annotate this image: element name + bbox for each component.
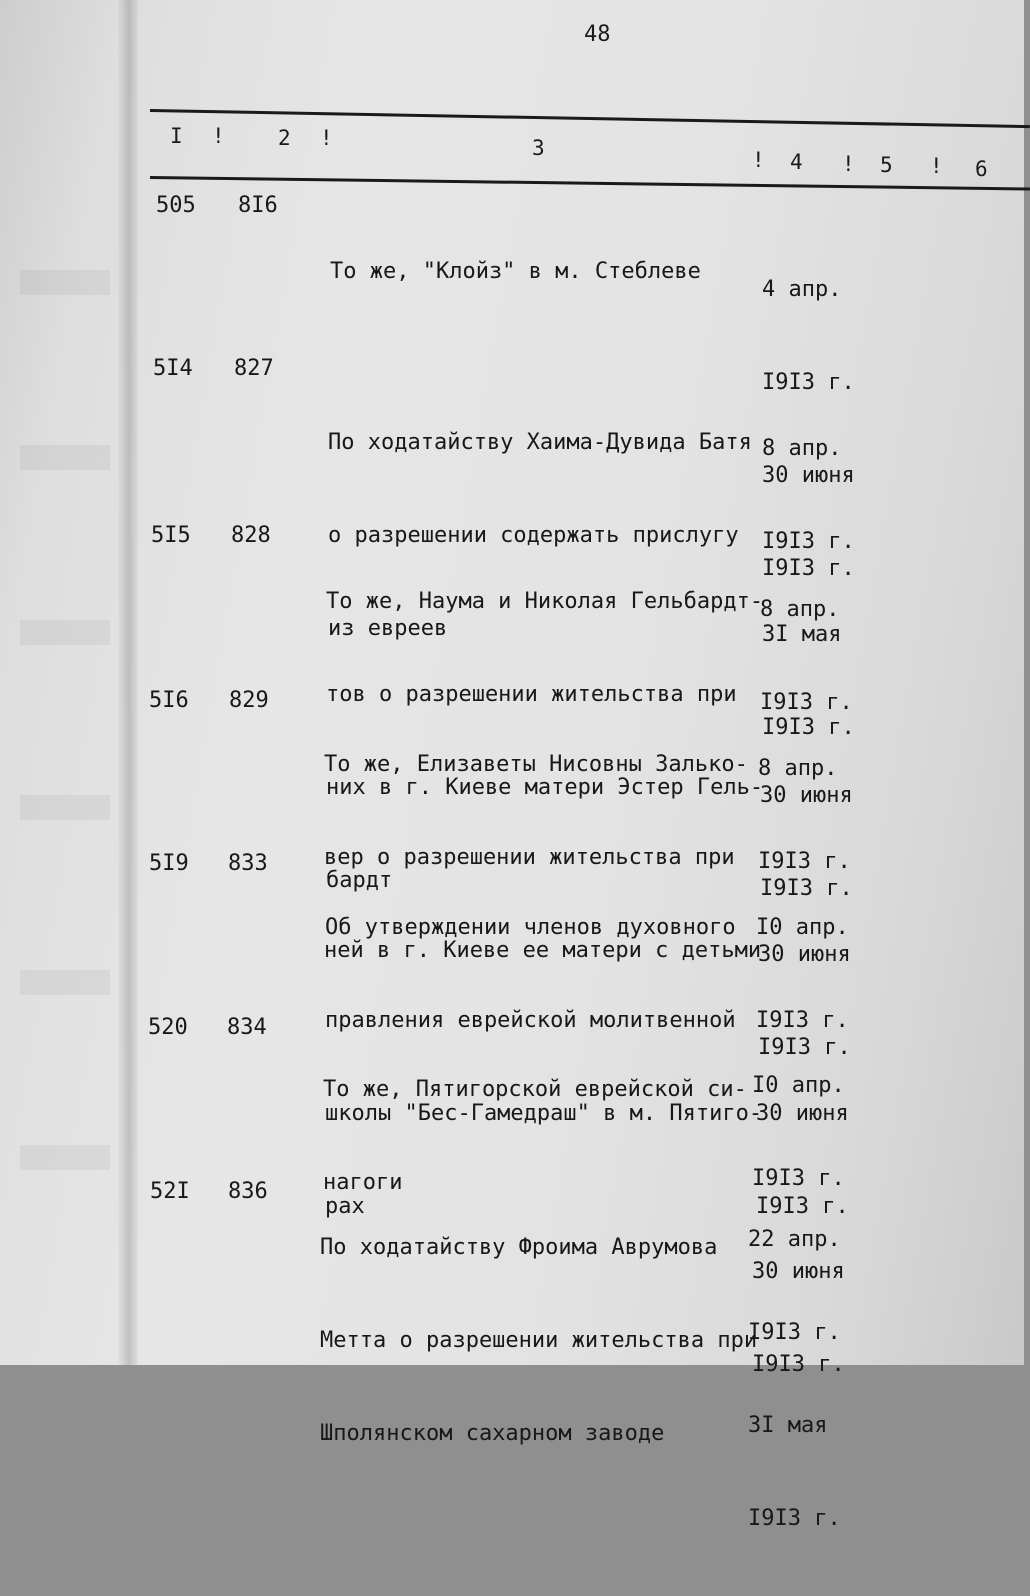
date-line: I9I3 г.	[762, 370, 855, 395]
date-line: 30 июня	[758, 942, 851, 967]
date-line: I9I3 г.	[752, 1352, 845, 1377]
date-line: 30 июня	[756, 1101, 849, 1126]
date-line: I9I3 г.	[752, 1166, 845, 1191]
date-line: 8 апр.	[762, 436, 842, 461]
date-line: 30 июня	[760, 783, 853, 808]
record-number: 52I	[150, 1179, 190, 1204]
record-number: 5I4	[153, 356, 193, 381]
description-line: вер о разрешении жительства при	[324, 845, 735, 870]
description-line: нагоги	[323, 1170, 403, 1195]
date-line: I9I3 г.	[760, 690, 853, 715]
description-line: То же, Пятигорской еврейской си-	[323, 1077, 747, 1102]
description-line: По ходатайству Хаима-Дувида Батя	[328, 430, 752, 455]
description-line: Об утверждении членов духовного	[325, 915, 736, 940]
file-number: 8I6	[238, 193, 278, 218]
header-separator: !	[212, 124, 225, 148]
description-line: рах	[325, 1194, 365, 1219]
file-number: 834	[227, 1015, 267, 1040]
description-line: бардт	[326, 868, 393, 893]
date-line: I9I3 г.	[762, 715, 855, 740]
date-line: 22 апр.	[748, 1227, 841, 1252]
header-separator: !	[320, 126, 333, 150]
file-number: 829	[229, 688, 269, 713]
description-line: о разрешении содержать прислугу	[328, 523, 739, 548]
date-line: I9I3 г.	[762, 556, 855, 581]
bleed-through-shadow	[20, 120, 110, 1260]
header-col-6: 6	[975, 157, 988, 181]
record-description	[320, 1170, 757, 1511]
page-fold-shadow	[118, 0, 138, 1365]
date-line: I9I3 г.	[758, 849, 851, 874]
description-line: То же, "Клойз" в м. Стеблеве	[330, 259, 701, 284]
description-line: ней в г. Киеве ее матери с детьми	[324, 938, 762, 963]
file-number: 833	[228, 851, 268, 876]
record-number: 5I9	[149, 851, 189, 876]
header-separator: !	[752, 148, 765, 172]
record-number: 5I6	[149, 688, 189, 713]
record-dates	[748, 1162, 841, 1596]
description-line: Шполянском сахарном заводе	[320, 1421, 665, 1446]
date-line: I0 апр.	[752, 1073, 845, 1098]
date-line: 8 апр.	[760, 597, 840, 622]
date-line: I9I3 г.	[748, 1320, 841, 1345]
table-header-bottom-rule	[150, 176, 1030, 191]
description-line: правления еврейской молитвенной	[325, 1008, 736, 1033]
description-line: школы "Бес-Гамедраш" в м. Пятиго-	[325, 1101, 763, 1126]
date-line: I9I3 г.	[756, 1194, 849, 1219]
date-line: I9I3 г.	[756, 1008, 849, 1033]
record-number: 5I5	[151, 523, 191, 548]
header-col-1: I	[170, 124, 183, 148]
date-line: I0 апр.	[756, 915, 849, 940]
date-line: I9I3 г.	[762, 529, 855, 554]
date-line: 3I мая	[748, 1413, 828, 1438]
description-line: Метта о разрешении жительства при	[320, 1328, 758, 1353]
file-number: 836	[228, 1179, 268, 1204]
header-separator: !	[842, 152, 855, 176]
record-description	[330, 194, 701, 349]
header-col-4: 4	[790, 150, 803, 174]
record-number: 520	[148, 1015, 188, 1040]
header-col-2: 2	[278, 126, 291, 150]
date-line: I9I3 г.	[758, 1035, 851, 1060]
date-line: 30 июня	[762, 463, 855, 488]
date-line: 3I мая	[762, 622, 842, 647]
file-number: 828	[231, 523, 271, 548]
description-line: из евреев	[328, 616, 448, 641]
date-line: 8 апр.	[758, 756, 838, 781]
header-separator: !	[930, 154, 943, 178]
date-line: 30 июня	[752, 1259, 845, 1284]
header-col-3: 3	[532, 136, 545, 160]
record-number: 505	[156, 193, 196, 218]
file-number: 827	[234, 356, 274, 381]
date-line: I9I3 г.	[760, 876, 853, 901]
description-line: То же, Елизаветы Нисовны Залько-	[324, 752, 748, 777]
header-col-5: 5	[880, 153, 893, 177]
description-line: тов о разрешении жительства при	[326, 682, 737, 707]
description-line: То же, Наума и Николая Гельбардт-	[326, 589, 764, 614]
description-line: них в г. Киеве матери Эстер Гель-	[326, 775, 764, 800]
date-line: I9I3 г.	[748, 1506, 841, 1531]
description-line: По ходатайству Фроима Аврумова	[320, 1235, 718, 1260]
page-number: 48	[584, 22, 611, 47]
date-line: 4 апр.	[762, 277, 842, 302]
